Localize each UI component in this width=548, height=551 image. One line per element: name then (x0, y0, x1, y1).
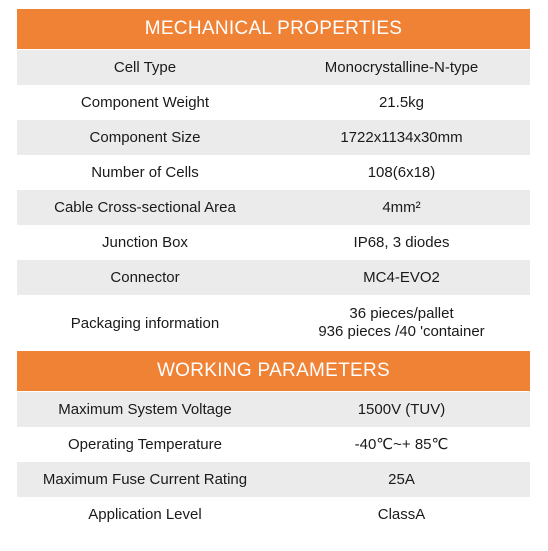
spec-value: 108(6x18) (367, 163, 436, 181)
spec-row-operating-temperature (17, 427, 530, 462)
spec-label: Number of Cells (91, 164, 199, 181)
spec-label: Cable Cross-sectional Area (54, 199, 236, 216)
spec-value: 25A (388, 470, 415, 488)
spec-label: Junction Box (102, 234, 188, 251)
spec-label: Application Level (88, 506, 202, 523)
spec-row-connector (17, 260, 530, 295)
spec-row-component-size (17, 120, 530, 155)
spec-value: 21.5kg (378, 93, 425, 111)
working-parameters-header: WORKING PARAMETERS (17, 351, 530, 391)
spec-label: Cell Type (113, 59, 177, 76)
spec-value: 4mm² (382, 198, 421, 216)
spec-sheet (17, 9, 530, 532)
spec-label: Maximum System Voltage (58, 401, 232, 418)
spec-row-cable-area (17, 190, 530, 225)
spec-row-max-fuse-current (17, 462, 530, 497)
spec-label: Component Weight (80, 94, 210, 111)
mechanical-properties-header: MECHANICAL PROPERTIES (17, 9, 530, 49)
spec-row-component-weight (17, 85, 530, 120)
spec-value-line: 936 pieces /40 'container (318, 323, 485, 340)
spec-value: -40℃~+ 85℃ (354, 435, 449, 453)
spec-row-application-level (17, 497, 530, 532)
spec-label: Component Size (89, 129, 201, 146)
spec-row-max-voltage (17, 392, 530, 427)
spec-row-cell-type (17, 50, 530, 85)
spec-label: Packaging information (70, 314, 220, 332)
spec-value: IP68, 3 diodes (353, 233, 450, 251)
spec-label: Connector (110, 269, 180, 286)
spec-row-number-of-cells (17, 155, 530, 190)
spec-row-packaging (17, 295, 530, 351)
spec-value: 1722x1134x30mm (340, 128, 463, 146)
spec-value: 1500V (TUV) (357, 400, 446, 418)
spec-value: Monocrystalline-N-type (324, 58, 479, 76)
spec-row-junction-box (17, 225, 530, 260)
spec-label: Operating Temperature (68, 436, 222, 453)
spec-value-line: 36 pieces/pallet (349, 305, 454, 322)
spec-value: ClassA (377, 505, 426, 523)
spec-value: MC4-EVO2 (363, 268, 440, 286)
spec-label: Maximum Fuse Current Rating (42, 471, 248, 488)
spec-value-multiline (273, 305, 530, 341)
